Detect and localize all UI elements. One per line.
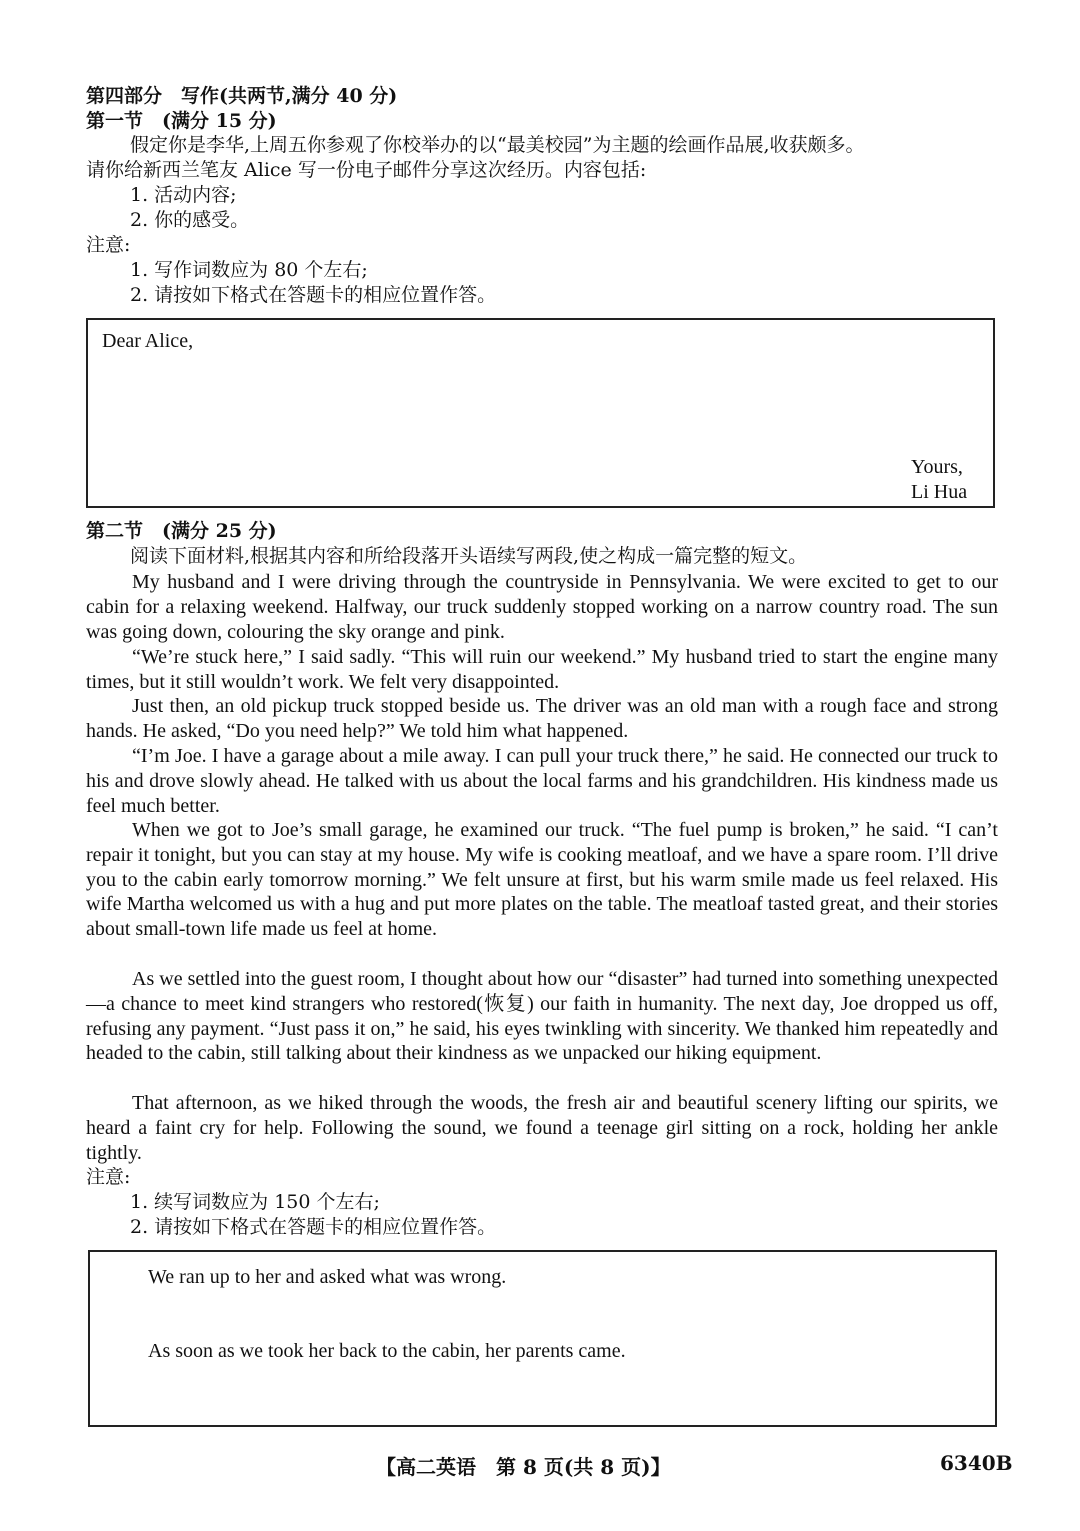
page-footer: 【高二英语 第 8 页(共 8 页)】 — [376, 1455, 671, 1479]
continuation-answer-box — [88, 1250, 997, 1427]
section1-item-2: 2. 你的感受。 — [130, 209, 250, 231]
section1-title: 第一节 (满分 15 分) — [86, 110, 277, 132]
section2-note-1: 1. 续写词数应为 150 个左右; — [130, 1191, 380, 1213]
story-paragraph-5: When we got to Joe’s small garage, he examined our truck. “The fuel pump is broken,” he said. “I can’t repair it tonight, but you can stay at my house. My wife is cooking meatloaf, and we have a spare room. I’ll drive you to the cabin early tomorrow morning.” We felt unsure at first, but his warm smile made us feel relaxed. His wife Martha welcomed us with a hug and put more plates on the table. The meatloaf tasted great, and their stories about small-town life made us feel at home. — [86, 819, 998, 941]
section1-item-1: 1. 活动内容; — [130, 184, 237, 206]
section1-prompt-line1: 假定你是李华,上周五你参观了你校举办的以“最美校园”为主题的绘画作品展,收获颇多。 — [130, 134, 865, 156]
story-paragraph-7: That afternoon, as we hiked through the woods, the fresh air and beautiful scenery lifting our spirits, we heard a faint cry for help. Following the sound, we found a teenage girl sitting on a rock, holding her ankle tightly. — [86, 1092, 998, 1164]
letter-closing: Yours, — [911, 456, 963, 478]
section1-note-2: 2. 请按如下格式在答题卡的相应位置作答。 — [130, 284, 497, 306]
story-paragraph-1: My husband and I were driving through the countryside in Pennsylvania. We were excited to get to our cabin for a relaxing weekend. Halfway, our truck suddenly stopped working on a narrow country road. The sun was going down, colouring the sky orange and pink. — [86, 571, 998, 643]
section2-note-label: 注意: — [86, 1166, 131, 1188]
story-paragraph-6: As we settled into the guest room, I thought about how our “disaster” had turned into something unexpected—a chance to meet kind strangers who restored(恢复) our faith in humanity. The next day, Joe dropped us off, refusing any payment. “Just pass it on,” he said, his eyes twinkling with sincerity. We thanked him repeatedly and headed to the cabin, still talking about their kindness as we unpacked our hiking equipment. — [86, 968, 998, 1065]
part-title: 第四部分 写作(共两节,满分 40 分) — [86, 85, 398, 107]
letter-greeting: Dear Alice, — [102, 330, 194, 352]
letter-signature: Li Hua — [911, 481, 968, 503]
paragraph-opener-2: As soon as we took her back to the cabin, her parents came. — [148, 1340, 626, 1362]
section1-note-1: 1. 写作词数应为 80 个左右; — [130, 259, 368, 281]
story-paragraph-3: Just then, an old pickup truck stopped beside us. The driver was an old man with a rough face and strong hands. He asked, “Do you need help?” We told him what happened. — [86, 695, 998, 742]
section2-instruction: 阅读下面材料,根据其内容和所给段落开头语续写两段,使之构成一篇完整的短文。 — [130, 545, 808, 567]
section2-title: 第二节 (满分 25 分) — [86, 520, 277, 542]
paragraph-opener-1: We ran up to her and asked what was wrong. — [148, 1266, 507, 1288]
story-paragraph-4: “I’m Joe. I have a garage about a mile away. I can pull your truck there,” he said. He connected our truck to his and drove slowly ahead. He talked with us about the local farms and his grandchildren. His kindness made us feel much better. — [86, 745, 998, 817]
letter-answer-box — [86, 318, 995, 508]
section2-note-2: 2. 请按如下格式在答题卡的相应位置作答。 — [130, 1216, 497, 1238]
section1-note-label: 注意: — [86, 234, 131, 256]
paper-code: 6340B — [940, 1451, 1013, 1475]
story-paragraph-2: “We’re stuck here,” I said sadly. “This will ruin our weekend.” My husband tried to start the engine many times, but it still wouldn’t work. We felt very disappointed. — [86, 646, 998, 693]
section1-prompt-line2: 请你给新西兰笔友 Alice 写一份电子邮件分享这次经历。内容包括: — [86, 159, 647, 181]
